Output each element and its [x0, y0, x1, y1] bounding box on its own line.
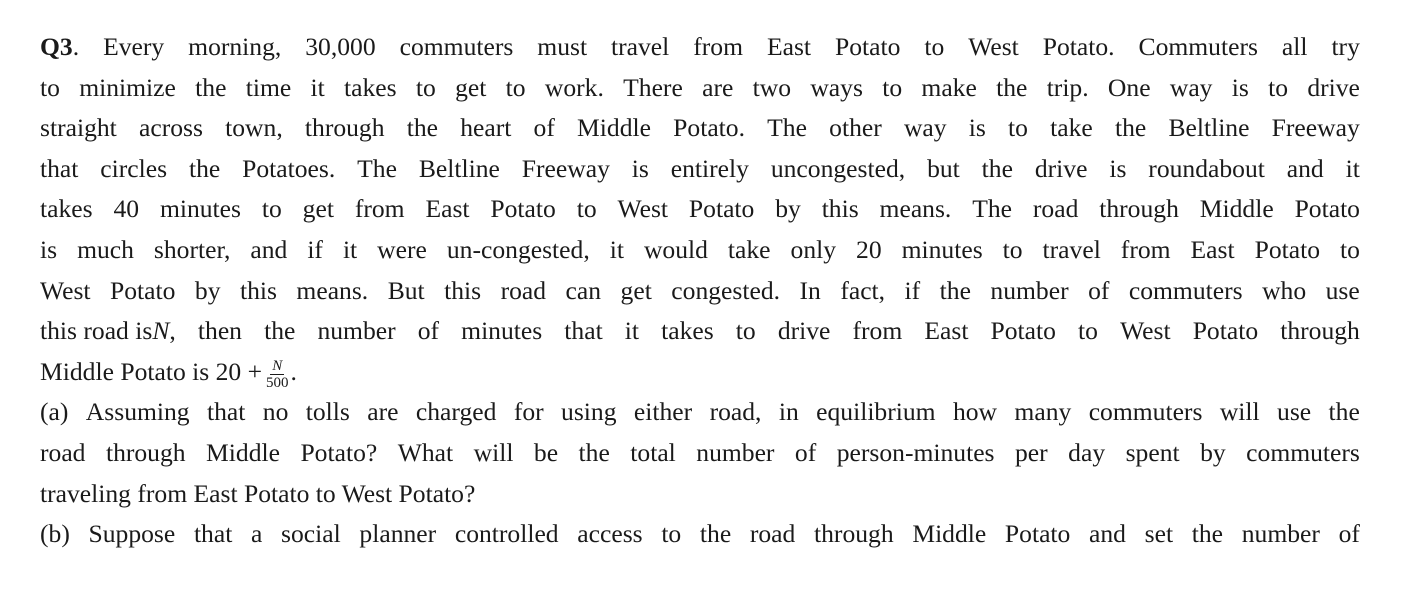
word: (a)	[40, 397, 69, 427]
text-line	[40, 68, 1360, 109]
text-line	[40, 433, 1360, 474]
word: morning,	[188, 32, 282, 61]
word: to	[1008, 113, 1028, 143]
word: it	[609, 234, 624, 264]
word: way	[1169, 72, 1213, 102]
word: set	[1144, 519, 1174, 549]
word: un-congested,	[446, 234, 590, 264]
word: Potato	[1192, 316, 1259, 346]
word: the	[195, 72, 227, 102]
word: minutes	[159, 194, 241, 224]
word: minutes	[461, 316, 543, 346]
word: There	[623, 72, 683, 102]
word: 40	[113, 194, 140, 224]
word: minimize	[79, 72, 176, 102]
word: if	[307, 234, 323, 264]
word: Middle	[1199, 194, 1274, 224]
line-end-punctuation: .	[290, 356, 297, 386]
word: number	[696, 437, 775, 467]
word: travel	[611, 32, 670, 61]
word: by	[1200, 437, 1226, 467]
word: to	[882, 72, 903, 102]
word: takes	[344, 72, 397, 102]
word: get	[620, 275, 652, 305]
word: controlled	[454, 519, 559, 549]
word: road,	[709, 397, 762, 427]
word: travel	[1042, 234, 1101, 264]
text-line	[40, 311, 1360, 352]
word: Potato	[490, 194, 556, 224]
text-line	[40, 514, 1360, 555]
word: of	[1088, 275, 1110, 305]
word: the	[406, 113, 438, 143]
word: other	[829, 113, 882, 143]
word: were	[377, 234, 427, 264]
word: to	[261, 194, 282, 224]
word: way	[903, 113, 947, 143]
word: take	[1050, 113, 1093, 143]
line-segment: traveling from East Potato to West Potato?	[40, 478, 476, 508]
word: would	[643, 234, 708, 264]
text-line	[40, 27, 1360, 68]
word: roundabout	[1148, 153, 1265, 183]
word: drive	[777, 316, 831, 346]
word: straight	[40, 113, 117, 143]
word: take	[727, 234, 771, 264]
word: planner	[359, 519, 437, 549]
word: road	[1032, 194, 1079, 224]
word: the	[996, 72, 1028, 102]
word: will	[1219, 397, 1260, 427]
word: trip.	[1046, 72, 1089, 102]
word: all	[1281, 32, 1308, 61]
word: the	[1328, 397, 1360, 427]
word: many	[1014, 397, 1072, 427]
word: East	[924, 316, 969, 346]
word: from	[693, 32, 743, 61]
word: But	[387, 275, 425, 305]
word: Potato	[110, 275, 176, 305]
word: time	[245, 72, 292, 102]
word: drive	[1034, 153, 1088, 183]
word: The	[972, 194, 1013, 224]
word: (b)	[40, 519, 70, 549]
word: Suppose	[88, 519, 176, 549]
word: takes	[40, 194, 93, 224]
word: road	[40, 437, 86, 467]
word: Potato.	[1042, 32, 1115, 61]
word: across	[138, 113, 203, 143]
word: of	[533, 113, 555, 143]
word: circles	[100, 153, 168, 183]
word: number	[317, 316, 396, 346]
word: to	[1340, 234, 1360, 264]
word: The	[357, 153, 397, 183]
word: much	[77, 234, 134, 264]
word: entirely	[670, 153, 749, 183]
word: will	[473, 437, 514, 467]
word: get	[302, 194, 334, 224]
word: the	[981, 153, 1013, 183]
word: West	[968, 32, 1019, 61]
fraction-denominator: 500	[266, 375, 289, 392]
word: for	[513, 397, 544, 427]
math-variable-n: N	[152, 316, 170, 346]
word: to	[505, 72, 526, 102]
word: access	[577, 519, 643, 549]
word: in	[778, 397, 799, 427]
word: that	[193, 519, 233, 549]
word: and	[1089, 519, 1126, 549]
word: by	[775, 194, 801, 224]
word: equilibrium	[816, 397, 936, 427]
question-number: Q3.	[40, 32, 80, 61]
word: work.	[544, 72, 604, 102]
word: is	[40, 234, 58, 264]
word: spent	[1125, 437, 1180, 467]
word: Potato	[834, 32, 901, 61]
word: fact,	[840, 275, 886, 305]
word: Middle	[912, 519, 987, 549]
word: the	[1114, 113, 1147, 143]
word: Beltline	[418, 153, 500, 183]
word: West	[617, 194, 669, 224]
word: the	[578, 437, 610, 467]
word: that	[40, 153, 79, 183]
word: Potato?	[300, 437, 378, 467]
word: are	[367, 397, 399, 427]
line-segment	[169, 311, 1360, 352]
word: commuters	[1128, 275, 1243, 305]
question-label: Q3	[40, 32, 73, 61]
word: drive	[1307, 72, 1360, 102]
word: the	[188, 153, 221, 183]
word: if	[904, 275, 921, 305]
text-line	[40, 474, 1360, 515]
word: uncongested,	[770, 153, 906, 183]
word: it	[342, 234, 358, 264]
word: two	[752, 72, 792, 102]
word: ,	[169, 316, 176, 346]
word: number	[1241, 519, 1320, 549]
word: to	[924, 32, 945, 61]
word: congested.	[671, 275, 781, 305]
word: of	[1338, 519, 1360, 549]
word: is	[968, 113, 986, 143]
word: Commuters	[1138, 32, 1258, 61]
word: tolls	[305, 397, 350, 427]
word: by	[194, 275, 221, 305]
word: of	[417, 316, 440, 346]
word: it	[310, 72, 325, 102]
word: is	[1231, 72, 1249, 102]
word: commuters	[1246, 437, 1360, 467]
word: Freeway	[1271, 113, 1360, 143]
word: 30,000	[305, 32, 376, 61]
word: number	[990, 275, 1069, 305]
word: Freeway	[521, 153, 610, 183]
word: it	[624, 316, 640, 346]
word: that	[207, 397, 246, 427]
word: social	[281, 519, 341, 549]
word: Potato.	[673, 113, 745, 143]
word: One	[1107, 72, 1151, 102]
word: the	[264, 316, 296, 346]
word: no	[262, 397, 289, 427]
word: get	[455, 72, 487, 102]
word: Potatoes.	[242, 153, 336, 183]
word: that	[564, 316, 603, 346]
word: to	[576, 194, 597, 224]
text-line	[40, 271, 1360, 312]
word: road	[500, 275, 547, 305]
word: Middle	[577, 113, 651, 143]
word: this	[239, 275, 277, 305]
word: ways	[810, 72, 863, 102]
word: from	[1120, 234, 1171, 264]
word: and	[1286, 153, 1324, 183]
word: this	[821, 194, 859, 224]
word: West	[1120, 316, 1171, 346]
word: Every	[103, 32, 165, 61]
word: What	[397, 437, 454, 467]
word: East	[425, 194, 470, 224]
problem-text	[40, 27, 1360, 555]
word: charged	[415, 397, 497, 427]
word: the	[939, 275, 971, 305]
word: West	[40, 275, 91, 305]
word: East	[766, 32, 812, 61]
word: only	[790, 234, 837, 264]
word: it	[1345, 153, 1360, 183]
word: the	[699, 519, 732, 549]
fraction-numerator: N	[272, 358, 283, 375]
word: from	[852, 316, 903, 346]
word: total	[630, 437, 676, 467]
word: from	[354, 194, 405, 224]
word: how	[952, 397, 998, 427]
word: heart	[460, 113, 512, 143]
text-line	[40, 149, 1360, 190]
word: of	[794, 437, 817, 467]
word: Middle	[206, 437, 280, 467]
word: can	[565, 275, 602, 305]
word: town,	[225, 113, 283, 143]
word: make	[921, 72, 977, 102]
word: through	[304, 113, 385, 143]
word: using	[561, 397, 617, 427]
word: a	[251, 519, 263, 549]
word: to	[1268, 72, 1289, 102]
word: minutes	[901, 234, 983, 264]
word: through	[814, 519, 894, 549]
word: takes	[661, 316, 714, 346]
word: road	[749, 519, 796, 549]
word: and	[250, 234, 288, 264]
word: The	[767, 113, 807, 143]
word: Potato	[1294, 194, 1360, 224]
word: commuters	[1088, 397, 1203, 427]
word: commuters	[399, 32, 514, 61]
text-line	[40, 392, 1360, 433]
word: but	[927, 153, 960, 183]
word: through	[105, 437, 186, 467]
word: East	[1190, 234, 1235, 264]
word: means.	[879, 194, 952, 224]
text-line	[40, 230, 1360, 271]
word: Potato	[990, 316, 1056, 346]
word: this	[444, 275, 482, 305]
line-segment: this road is	[40, 316, 153, 346]
word: to	[1002, 234, 1023, 264]
word: are	[702, 72, 734, 102]
word: to	[661, 519, 682, 549]
word: use	[1325, 275, 1360, 305]
word: per	[1015, 437, 1048, 467]
word: Beltline	[1168, 113, 1250, 143]
word: 20	[856, 234, 882, 264]
fraction	[266, 359, 289, 391]
text-line	[40, 108, 1360, 149]
text-line	[40, 189, 1360, 230]
word: day	[1068, 437, 1106, 467]
word: Potato	[688, 194, 755, 224]
text-line	[40, 352, 1360, 393]
line-segment: Middle Potato is 20 +	[40, 356, 263, 386]
word: In	[799, 275, 821, 305]
word: is	[1109, 153, 1127, 183]
word: use	[1277, 397, 1312, 427]
word: means.	[296, 275, 369, 305]
word: is	[631, 153, 649, 183]
word: shorter,	[153, 234, 231, 264]
word: to	[735, 316, 756, 346]
word: the	[1191, 519, 1224, 549]
word: who	[1262, 275, 1307, 305]
word: to	[1078, 316, 1098, 346]
word: either	[633, 397, 693, 427]
word: try	[1331, 32, 1360, 61]
word: be	[533, 437, 559, 467]
word: must	[537, 32, 588, 61]
word: Assuming	[85, 397, 190, 427]
word: through	[1099, 194, 1179, 224]
word: through	[1280, 316, 1360, 346]
word: Potato	[1254, 234, 1321, 264]
word: then	[197, 316, 242, 346]
word: person-minutes	[836, 437, 995, 467]
word: to	[415, 72, 436, 102]
word: Potato	[1004, 519, 1071, 549]
word: to	[40, 72, 60, 102]
